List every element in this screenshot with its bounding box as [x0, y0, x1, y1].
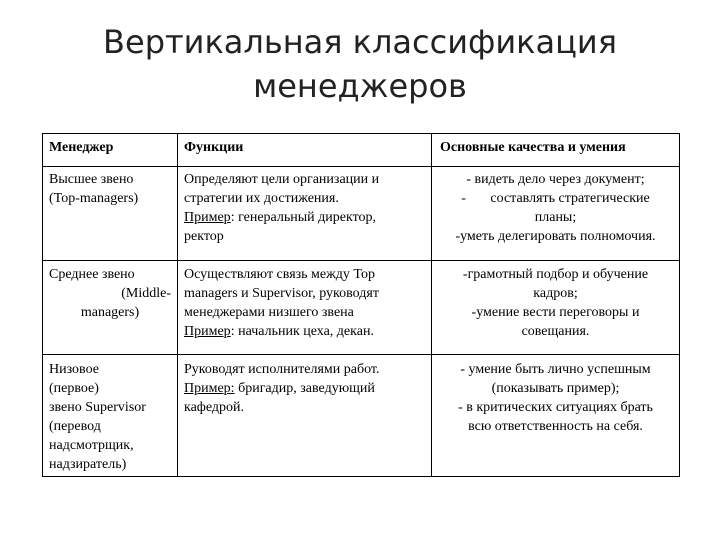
qualities-line: - составлять стратегические	[461, 191, 650, 206]
manager-line: Среднее звено	[49, 267, 135, 282]
manager-line: надсмотрщик,	[49, 438, 134, 453]
manager-line: (первое)	[49, 381, 99, 396]
table-row	[43, 261, 680, 355]
cell-qualities	[432, 167, 680, 261]
example-text: : начальник цеха, декан.	[230, 324, 374, 339]
qualities-line: - умение быть лично успешным	[460, 362, 651, 377]
functions-line: стратегии их достижения.	[184, 191, 339, 206]
functions-example	[184, 208, 425, 227]
slide-title	[0, 20, 720, 108]
functions-line: Определяют цели организации и	[184, 172, 380, 187]
qualities-line: всю ответственность на себя.	[468, 419, 643, 434]
cell-functions	[178, 261, 432, 355]
manager-line: (Top-managers)	[49, 191, 139, 206]
qualities-line: совещания.	[521, 324, 590, 339]
manager-line: надзиратель)	[49, 457, 127, 472]
manager-line: Высшее звено	[49, 172, 134, 187]
cell-manager	[43, 261, 178, 355]
functions-line: Осуществляют связь между Top	[184, 267, 375, 282]
qualities-line: - в критических ситуациях брать	[458, 400, 653, 415]
manager-line: (Middle-	[121, 286, 171, 301]
qualities-line: -уметь делегировать полномочия.	[455, 229, 656, 244]
slide-title-line-1: Вертикальная классификация	[103, 23, 617, 61]
functions-example-cont: кафедрой.	[184, 400, 245, 415]
functions-line: менеджерами низшего звена	[184, 305, 354, 320]
example-label: Пример:	[184, 381, 235, 396]
slide-title-line-2: менеджеров	[253, 67, 467, 105]
cell-qualities	[432, 261, 680, 355]
header-functions: Функции	[178, 134, 432, 167]
manager-line: Низовое	[49, 362, 99, 377]
table-header-row	[43, 134, 680, 167]
cell-qualities	[432, 355, 680, 477]
functions-example	[184, 322, 425, 341]
functions-line: managers и Supervisor, руководят	[184, 286, 379, 301]
qualities-line: -умение вести переговоры и	[471, 305, 640, 320]
example-text: : генеральный директор,	[230, 210, 377, 225]
qualities-line: - видеть дело через документ;	[466, 172, 645, 187]
functions-line: Руководят исполнителями работ.	[184, 362, 380, 377]
functions-example-cont: ректор	[184, 229, 224, 244]
example-label: Пример	[184, 210, 231, 225]
example-text: бригадир, заведующий	[234, 381, 375, 396]
table-row	[43, 355, 680, 477]
header-qualities: Основные качества и умения	[432, 134, 680, 167]
qualities-line: кадров;	[533, 286, 578, 301]
qualities-line: планы;	[534, 210, 577, 225]
manager-line: звено Supervisor	[49, 400, 146, 415]
cell-functions	[178, 355, 432, 477]
functions-example	[184, 379, 425, 398]
table-row	[43, 167, 680, 261]
manager-line: managers)	[80, 305, 140, 320]
header-manager: Менеджер	[43, 134, 178, 167]
cell-functions	[178, 167, 432, 261]
manager-line: (перевод	[49, 419, 101, 434]
manager-classification-table	[42, 133, 680, 477]
example-label: Пример	[184, 324, 231, 339]
cell-manager	[43, 355, 178, 477]
qualities-line: -грамотный подбор и обучение	[462, 267, 649, 282]
qualities-line: (показывать пример);	[491, 381, 620, 396]
cell-manager	[43, 167, 178, 261]
